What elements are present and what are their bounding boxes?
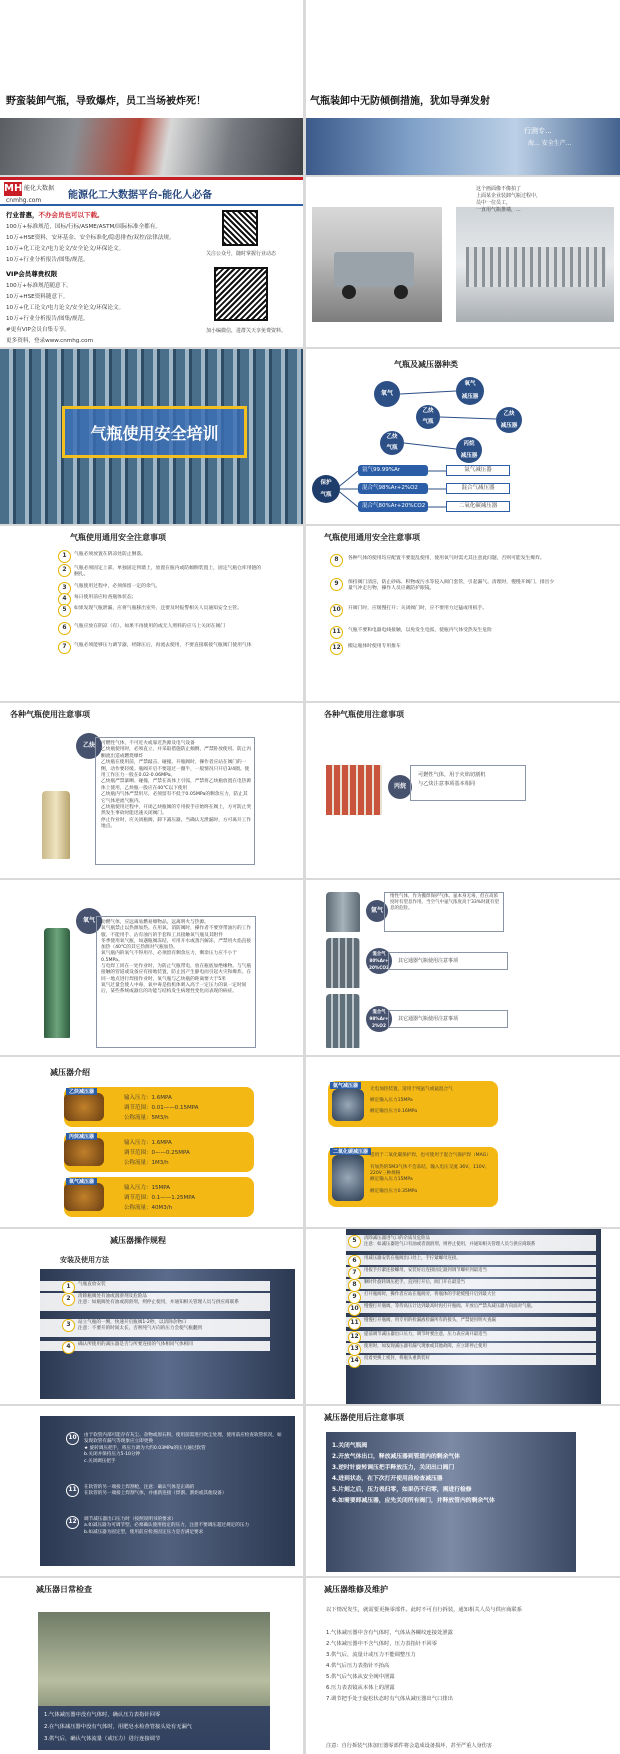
slide-8-left [0, 1229, 303, 1404]
qr-code [214, 267, 268, 321]
slide-subheading: 安装及使用方法 [60, 1256, 109, 1264]
propane-text: 可燃性气体，用于火焰切割机 与乙炔注意事项基本相同 [418, 772, 486, 787]
step-text: 慢慢打开瓶阀，用专用的检漏液检漏所有的接头，严禁使用明火查漏 [364, 1318, 496, 1323]
post-use-item: 4.进到状态，在下次打开使用前检查减压器 [332, 1476, 443, 1482]
rule-number: 6 [58, 622, 71, 635]
step-text: 打开瓶阀时，操作者应站在瓶阀旁，将瓶体的手轮缓慢开启到最大位 [364, 1292, 496, 1297]
rule-number: 4 [58, 593, 71, 606]
cylinder-photo [326, 892, 360, 932]
regulator-spec: 调节范围：0——0.25MPA [124, 1150, 190, 1156]
slide-caption: 气瓶装卸中无防倾倒措施，犹如导弹发射 [310, 96, 490, 107]
logo-url: cnmhg.com [6, 197, 42, 204]
slide-8-right [306, 1229, 620, 1404]
accident-photo [0, 118, 303, 175]
step-text: 调节减压器出口压力时（按照说明书的要求） a.如减压器为可调节型，必须确认使用指定的压力，注意不要调压超过规定的压力 b.如减压器为固定型，使用前应检查固定压力是否满足要求 [84, 1517, 250, 1535]
slide-5-left [0, 703, 303, 878]
regulator-spec: 公称流量：5M3/h [124, 1115, 169, 1121]
slide-3-left [0, 349, 303, 524]
step-number: 2 [62, 1293, 75, 1306]
step-number: 10 [348, 1303, 361, 1316]
gas-row [326, 938, 606, 988]
step-number: 4 [62, 1341, 75, 1354]
regulator-spec: 输入压力：1.6MPA [124, 1140, 172, 1146]
logo-text: 能化大数据 [24, 185, 55, 192]
post-use-item: 5.片刻之后，压力表归零，如果仍不归零，需进行检修 [332, 1487, 472, 1493]
rule-text: 各种气体的使用均应配置不要混乱使用，使用氧气时需尤其注意此问题，否则可能发生爆炸。 [348, 556, 545, 561]
regulator-spec: 无电加热装置，适用于纯氩气或氩混合气 [370, 1087, 453, 1092]
gas-pill: 混合气98%Ar+2%O2 [358, 483, 428, 494]
check-item: 1.气体减压器中没有气体时，确认压力表指针回零 [44, 1712, 161, 1718]
step-text: 气瓶直放安装 [78, 1282, 106, 1287]
rule-number: 7 [58, 641, 71, 654]
check-item: 2.在气体减压器中没有气体时，用肥皂水检查管接头处有无漏气 [44, 1724, 193, 1730]
node-acetylene-cyl: 乙炔 气瓶 [416, 405, 440, 429]
step-number: 5 [348, 1235, 361, 1248]
step-number: 11 [348, 1317, 361, 1330]
rule-text: 气瓶应放在阴凉（有）。如果不再使用的或无人照料的应马上关闭在阀门 [74, 624, 226, 629]
regulator-badge: 二氧化碳减压器 [330, 1148, 371, 1155]
regulator-spec: 适用于二氧化碳保护焊，也可使用于混合气保护焊（MAG） [370, 1153, 491, 1158]
top-red-line [0, 177, 303, 180]
slide-2-right [306, 177, 620, 347]
industry-item: 10万+化工论文/电力论文/安全论文/环保论文。 [6, 246, 125, 252]
rule-number: 3 [58, 582, 71, 595]
slide-heading: 减压器操作规程 [110, 1236, 166, 1245]
connector-lines [306, 349, 620, 524]
step-text: 清除减压器进气口的杂质及危险品 注意：如减压器进气口有油或者润滑剂，则停止使用，并通知相关管理人员与供应商联系 [364, 1236, 536, 1247]
maintenance-item: 2.气体减压器中不含气体时，压力表指针不回零 [326, 1641, 437, 1647]
regulator-pill: 氩气减压器 [446, 465, 510, 476]
step-number: 14 [348, 1355, 361, 1368]
rule-text: 如果发现气瓶泄漏，应将气瓶移出室外，还要及时报警相关人员通知安全主管。 [74, 606, 242, 611]
vip-more: #更有VIP会员自集专享。 [6, 327, 70, 333]
qr-caption: 加小编微信，进群关天享免费资料。 [206, 328, 287, 334]
maintenance-item: 1.气体减压器中含有气体时，气体从各螺纹连接处泄露 [326, 1630, 453, 1636]
blue-line [0, 204, 303, 206]
badge-mix: 混合气 98%Ar+ 2%O2 [366, 1006, 392, 1032]
mix-text: 其它通器气瓶使用注意事项 [398, 958, 459, 964]
rule-text: 每日使用前应检查瓶体状态; [74, 595, 134, 600]
slide-10-right [306, 1578, 620, 1754]
slide-caption: 野蛮装卸气瓶，导致爆炸，员工当场被炸死！ [6, 96, 206, 107]
regulator-photo [64, 1138, 104, 1166]
rule-number: 1 [58, 550, 71, 563]
rule-number: 2 [58, 564, 71, 577]
node-propane-reg: 丙烷 减压器 [456, 437, 482, 463]
gas-row [326, 994, 606, 1048]
gas-row [326, 890, 606, 934]
slide-7-left [0, 1057, 303, 1227]
rule-number: 9 [330, 578, 343, 591]
post-use-item: 2.开放气体出口，释放减压器到管道内的剩余气体 [332, 1454, 460, 1460]
regulator-spec: 额定输出压力0.16MPa [370, 1109, 418, 1114]
maintenance-item: 4.供气后压力表指针不抬高 [326, 1663, 390, 1669]
node-oxygen-reg: 氧气 减压器 [456, 377, 484, 405]
step-number: 7 [348, 1267, 361, 1280]
slide-1-right [306, 0, 620, 175]
title-box [62, 406, 247, 458]
rule-text: 气瓶必须能够压力调节器，经降压后，再流去使用，不要直接联接气瓶阀门使用气体 [74, 643, 252, 648]
note-text: 注意：自行拆装气体加压器零部件将会造成设备损坏，甚至严重人身伤害 [326, 1743, 493, 1749]
maintenance-item: 6.压力表表镜从本体上的泄露 [326, 1685, 395, 1691]
gas-pill: 氩气99.99%Ar [358, 465, 428, 476]
shield-node: 保护 气瓶 [312, 475, 340, 503]
vip-item: 100万+标准规范随意下。 [6, 283, 72, 289]
warehouse-photo [306, 118, 620, 175]
slide-9-left [0, 1406, 303, 1576]
slide-3-right [306, 349, 620, 524]
argon-text: 惰性气体，作为搬焊保护气体。氩本身无毒，但在高浓度时有窒息作用。当空气中氩气浓度高于33%时就有窒息的危险。 [390, 894, 499, 911]
slide-10-left [0, 1578, 303, 1754]
badge-acetylene: 乙炔 [76, 733, 102, 759]
rule-text: 保持阀门清洁，防止砂砾、积物或污水等侵入阀门套管，引起漏气。清理时，慢慢开阀门，排出少量气冲走污物，操作人员应戴防护眼镜。 [348, 580, 555, 592]
rule-number: 12 [330, 642, 343, 655]
oxygen-text: 助燃气体，应远离易燃易爆物品，远离明火与热源。 氧气瓶禁止以热源加热。在用氧、消防阀时，操作者不要穿带油污的工作服、不能用手、沾有油污的手套和工具接触氧气瓶及其附件 冬季使用氧气瓶，如遇瓶阀冻结，可用开水或蒸汽解冻，严禁用火焰直接加热（40℃的其它热源对气瓶加热。 氧气瓶内的氧气不得用尽，必须留有剩余压力，剩余压力应不小于0.5MPa。 与电焊工同在一处作业时，为防止气瓶带电，放在瓶底加绝缘物。与气瓶接触的管道或设备应有接地装置，防止因产生静电而引起火灾和爆炸。在同一地点进行焊接作业时，氧气瓶与乙炔瓶的距离要大于5米 氧气过量会使人中毒，氧中毒是指机体吸入高于一定压力的氧一定时间后，某些系统或器官的功能与结构发生病理性变化而表现的病症。 [101, 920, 252, 995]
step-text: 在软管的另一端接上焊割枪，注意：确认气体是正确的 在软管的另一端接上焊割气体，并重新连接（焊割、割炬或其他设备） [84, 1485, 227, 1497]
industry-section [6, 210, 206, 344]
vip-title: VIP会员尊贵权限 [6, 270, 58, 278]
regulator-spec: 额定输入压力15MPa [370, 1177, 413, 1182]
slide-heading: 气瓶使用通用安全注意事项 [70, 533, 166, 542]
regulator-pill: 二氧化碳减压器 [446, 501, 510, 512]
slide-4-right [306, 526, 620, 701]
qr-caption: 关注公众号，随时掌握行业动态 [206, 251, 277, 257]
industry-red: 不办会员也可以下载。 [38, 211, 104, 219]
node-cylinder: 乙炔 气瓶 [380, 431, 404, 455]
rule-number: 11 [330, 626, 343, 639]
regulator-spec: 调节范围：0.1——1.25MPA [124, 1195, 195, 1201]
step-text: 用减压器安装在瓶阀出口处上，手拧紧螺母连接。 [364, 1256, 461, 1261]
slide-5-right [306, 703, 620, 878]
node-acetylene-reg: 乙炔 减压器 [496, 407, 522, 433]
industry-item: 10万+HSE资料，安环基金、安全标准化/隐患排查/双控/法律法规。 [6, 235, 175, 241]
regulator-spec: 调节范围：0.01——0.15MPA [124, 1105, 199, 1111]
industry-title: 行业普惠， [6, 211, 39, 219]
slide-heading: 气瓶使用通用安全注意事项 [324, 533, 420, 542]
post-use-item: 1.关闭气瓶阀 [332, 1443, 368, 1449]
step-number: 3 [62, 1319, 75, 1332]
regulator-photo [64, 1093, 104, 1121]
regulator-pill: 混合气减压器 [446, 483, 510, 494]
step-number: 10 [66, 1432, 79, 1445]
cylinder-photo [42, 791, 70, 859]
step-number: 8 [348, 1279, 361, 1292]
slide-heading: 减压器介绍 [50, 1068, 90, 1077]
check-item: 3.供气后，确认气体流量（或压力）进行连接调节 [44, 1736, 161, 1742]
step-number: 6 [348, 1255, 361, 1268]
rule-number: 10 [330, 604, 343, 617]
vip-item: 10万+HSE资料随意下。 [6, 294, 69, 300]
rule-text: 开阀门时，应缓慢打开；关闭阀门时，应不要用力过猛或用扳手。 [348, 606, 488, 611]
rule-number: 5 [58, 604, 71, 617]
slide-heading: 减压器维修及维护 [324, 1585, 388, 1594]
step-text: 用扳手拧紧连接螺母，安装好后连接固定器到调节螺杆到最适当 [364, 1268, 487, 1273]
intro-text: 以下情况发生，就需要更换零部件。此时不可自行拆装，通知相关人员与供应商联系 [326, 1607, 522, 1613]
rule-text: 搬运瓶体时使用专用推车 [348, 644, 401, 649]
slide-heading: 减压器使用后注意事项 [324, 1413, 404, 1422]
slide-6-left [0, 880, 303, 1055]
slide-9-right [306, 1406, 620, 1576]
slide-heading: 各种气瓶使用注意事项 [10, 710, 90, 719]
step-number: 12 [66, 1516, 79, 1529]
regulator-badge: 氩气减压器 [330, 1082, 361, 1089]
step-number: 12 [348, 1331, 361, 1344]
acetylene-text: 可燃性气体，不可近火或靠近热源及电气设备 乙炔瓶使用时，必须直立，并采取措施防止倾倒，严禁卧放使用。防止丙酮流出造成燃烧爆炸 乙炔瓶在使用前，严禁敲击、碰撞。开瓶阀时，操作者应站在阀门的一侧，动作要轻缓。瓶阀开启不要超过一圈半，一般情况只开启3/4圈。使用工作压力一般在0.02-0.06MPa。 乙炔瓶严禁暴晒、碰撞，严禁在高体上引弧，严禁将乙炔瓶放置在电热源体上使用，乙炔瓶一般应在40℃以下使用 乙炔瓶内气体严禁用尽，必须留有不低于0.05MPa的剩余压力，防止其它气体逆流气瓶内。 乙炔瓶使用过程中，开闭乙炔瓶阀的专用扳手应始终在阀上，方可防止突然发生事故时能迅速关闭阀门。 停止作业时，应关闭瓶阀，卸下减压器，当确认无泄漏时，方可离开工作地点。 [101, 741, 252, 830]
step-text: 慢慢打开瓶阀，等待高压计达到最高时再打开瓶阀。开放后严禁从减压器方向面对气瓶。 [364, 1304, 536, 1309]
watermark-text: 行测专... [524, 127, 552, 135]
photo-scene [456, 207, 614, 322]
slide-heading: 各种气瓶使用注意事项 [324, 710, 404, 719]
vip-item: 10万+化工论文/电力论文/安全论文/环保论文。 [6, 305, 125, 311]
badge-argon: 氩气 [366, 900, 388, 922]
regulator-photo [332, 1155, 364, 1201]
cylinder-photo [326, 994, 360, 1048]
regulator-spec: 输入压力：1.6MPA [124, 1095, 172, 1101]
step-number: 9 [348, 1291, 361, 1304]
rule-number: 8 [330, 554, 343, 567]
cylinder-photo [44, 928, 70, 1038]
slide-6-right [306, 880, 620, 1055]
regulator-badge: 丙烷减压器 [66, 1133, 97, 1140]
regulator-spec: 公称流量：40M3/h [124, 1205, 173, 1211]
regulator-spec: 有加热的5M3气体不会冻结，输入电压交流 36V、110V、220V三种规格 [370, 1165, 490, 1176]
rule-text: 气瓶必须放置在阴凉处防止倒落。 [74, 552, 146, 557]
step-text: 提前调节减压器出口压力，调节时要注意，压力表应离开最适当 [364, 1332, 487, 1337]
rule-text: 气瓶使用过程中，必须保留一定的余气。 [74, 584, 161, 589]
slide-title: 气瓶使用安全培训 [90, 424, 219, 443]
regulator-badge: 乙炔减压器 [66, 1088, 97, 1095]
cylinder-photo [326, 938, 360, 988]
badge-oxygen: 氧气 [76, 908, 102, 934]
logo: MH 能化大数据 cnmhg.com [4, 183, 55, 204]
step-number: 11 [66, 1484, 79, 1497]
maintenance-item: 3.供气后，流量计或压力不能调整压力 [326, 1652, 416, 1658]
step-text: 清除瓶阀处有油或润滑剂及危险品 注意：如瓶阀处有油或润滑剂，则停止使用，并通知相关管理人员与供应商联系 [78, 1294, 239, 1305]
regulator-photo [332, 1089, 364, 1121]
slide-2-left [0, 177, 303, 347]
maintenance-item: 7.调节把手处于旋松状态时有气体从减压器出气口排出 [326, 1696, 453, 1702]
slide-heading: 减压器日常检查 [36, 1585, 92, 1594]
post-use-item: 3.逆时针旋转调压把手释放压力，关闭出口阀门 [332, 1465, 455, 1471]
slide-1-left [0, 0, 303, 175]
more-link[interactable]: 更多资料，登录www.cnmhg.com [6, 338, 94, 344]
slide-4-left [0, 526, 303, 701]
regulator-spec: 额定输入压力15MPa [370, 1098, 413, 1103]
step-text: 站立气瓶的一侧，快速开启瓶阀1-2秒，以清除杂物口 注意：不要开的时间太长，否则纯气方向的压力会使气瓶翻到 [78, 1320, 203, 1331]
step-text: 顺时针旋转调压把手，直到打开后，阀门开在最适当 [364, 1280, 465, 1285]
post-use-item: 6.如需要卸减压器，应先关闭所有阀门，并释放管内的剩余气体 [332, 1498, 495, 1504]
vip-item: 10万+行业分析报告/图集/规范。 [6, 316, 89, 322]
step-number: 13 [348, 1343, 361, 1356]
badge-propane: 丙烷 [388, 775, 412, 799]
cylinder-photo [326, 765, 382, 815]
regulator-spec: 额定输出压力0.35MPa [370, 1189, 418, 1194]
step-text: 确认所使用的减压器是否与所要连接的气体相同气体相同 [78, 1342, 193, 1347]
gas-pill: 混合气80%Ar+20%CO2 [358, 501, 428, 512]
industry-item: 10万+行业分析报告/图集/规范。 [6, 257, 89, 263]
photo-truck [312, 207, 442, 322]
watermark-text: 海... 安全生产... [528, 140, 572, 147]
mix-text: 其它通器气瓶使用注意事项 [398, 1016, 459, 1022]
regulator-photo [64, 1183, 104, 1211]
maintenance-item: 5.供气后气体从安全阀中泄露 [326, 1674, 395, 1680]
rule-text: 气瓶必须固定上部，单独固定到墙上，放置在瓶内或防倾倒装置上，固定气瓶仓库用链的捆扎。 [74, 566, 262, 578]
slide-heading: 气瓶及减压器种类 [394, 360, 458, 369]
step-text: 由于软管内部可能存有灰尘、杂物或原石粉，使用前需进行吹尘处理，使用前应检查软管状况，如发现软管有漏气等现象应立即更换 ★ 旋转调压把手，将压力调为大约0.03MPa的压力通过软管 b.关闭并保持压力5-10分钟 c.关闭调压把手 [84, 1433, 282, 1464]
badge-mix: 混合气 80%Ar+ 20%CO2 [366, 948, 392, 974]
rule-text: 气瓶不要和电器电线接触，以免发生电弧，使瓶内气体受热发生危险 [348, 628, 492, 633]
step-text: 使用时，如发现减压器有漏气现象或其他故障，应立即停止使用 [364, 1344, 487, 1349]
regulator-spec: 输入压力：15MPA [124, 1185, 170, 1191]
platform-title: 能源化工大数据平台-能化人必备 [68, 190, 213, 201]
regulator-badge: 氧气减压器 [66, 1178, 97, 1185]
step-number: 1 [62, 1281, 75, 1294]
node-oxygen: 氧气 [374, 381, 400, 407]
slide-7-right [306, 1057, 620, 1227]
scene-caption: 这个画面像不像拍了 上面某企业装卸气瓶过程中， 员中一位员工， 一直用气瓶推墙，... [476, 186, 542, 213]
step-text: 投着更换上密封，将瓶头重新装好 [364, 1356, 430, 1361]
industry-item: 100万+标准规范，国标/行标/ASME/ASTM/国际标准全都有。 [6, 224, 161, 230]
regulator-spec: 公称流量：1M3/h [124, 1160, 169, 1166]
qr-code [222, 210, 258, 246]
